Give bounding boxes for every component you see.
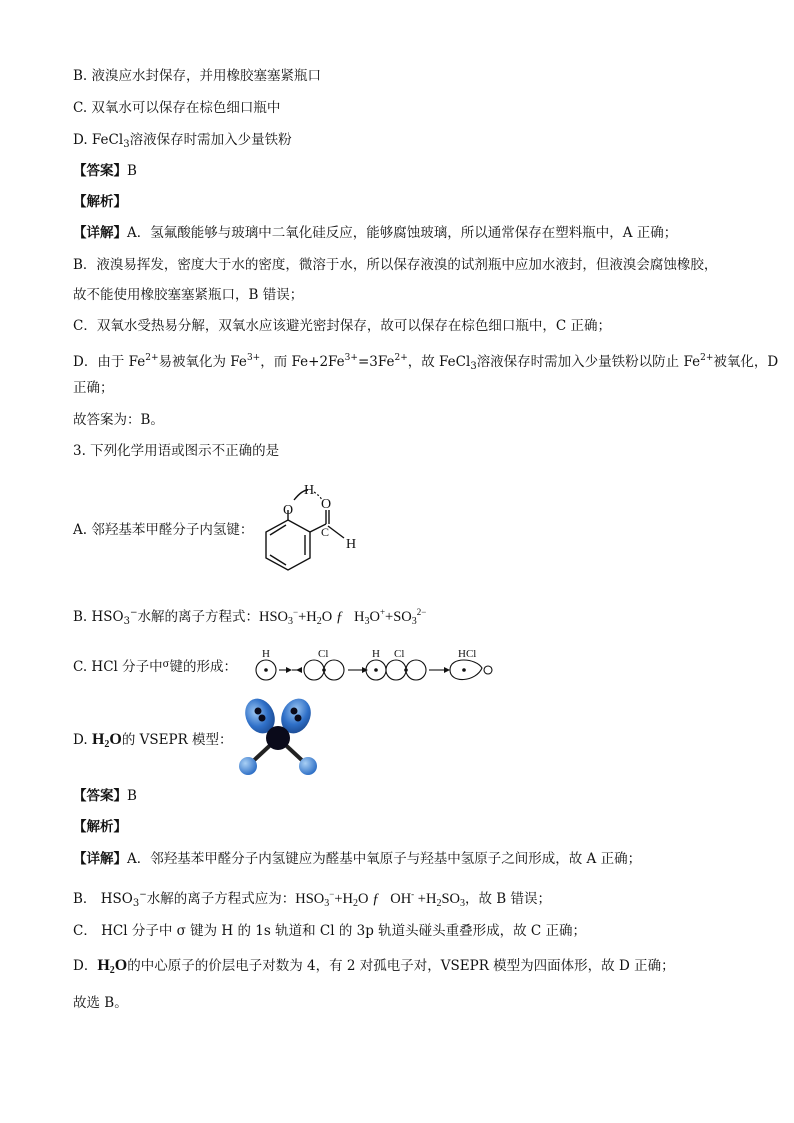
detb-pre-sup: − — [139, 890, 147, 900]
molecule-hcl-label: HCl — [458, 648, 477, 660]
q2-option-d — [73, 130, 292, 155]
eq-sub2: 2 — [316, 616, 322, 627]
optd-formula — [92, 731, 122, 748]
eq-arrow: ƒ — [335, 609, 344, 625]
q2-option-c: C. 双氧水可以保存在棕色细口瓶中 — [73, 100, 281, 116]
detb-equation — [295, 891, 465, 907]
atom-o1: O — [283, 503, 294, 518]
dq-sub2: 2 — [352, 898, 358, 909]
detd-sub: 2 — [109, 965, 115, 976]
eq-c: O — [321, 609, 333, 625]
detd-h: H — [97, 957, 110, 974]
dq-arrow: ƒ — [372, 891, 380, 907]
hcl-sigma-bond-diagram — [252, 646, 498, 686]
q2-answer — [73, 161, 137, 181]
optb-label2: 水解的离子方程式： — [137, 609, 260, 625]
d1-sub-e: 3 — [470, 361, 477, 372]
eq-sup-minus: − — [293, 607, 299, 617]
detd-pre: D． — [73, 958, 98, 974]
optc-label2: 键的形成： — [169, 659, 237, 675]
q3-option-c-label — [73, 655, 237, 677]
q2-detail-b2: 故不能使用橡胶塞塞紧瓶口，B 错误； — [73, 287, 304, 303]
atom-h2: H — [346, 537, 357, 552]
q2-detail-d1 — [73, 348, 778, 377]
answer-tag: 【答案】 — [73, 163, 127, 179]
dq-d: OH — [390, 891, 412, 907]
atom-o2: O — [321, 497, 332, 512]
q2-option-d-pre: D. FeCl — [73, 132, 124, 148]
detb-pre-sub: 3 — [132, 898, 140, 909]
optb-label: B. HSO — [73, 609, 124, 625]
optd-post: 的 VSEPR 模型： — [121, 732, 233, 748]
detail-tag: 【详解】 — [73, 851, 127, 867]
d1-g: 被氧化，D — [713, 354, 779, 370]
q3-detail-c: C． HCl 分子中 σ 键为 H 的 1s 轨道和 Cl 的 3p 轨道头碰头重叠形成，故 C 正确； — [73, 923, 587, 939]
dq-e: +H — [417, 891, 437, 907]
detd-formula — [97, 957, 127, 974]
q3-option-b — [73, 602, 426, 632]
d1-d: =3Fe — [357, 354, 395, 370]
q2-analysis-tag: 【解析】 — [73, 194, 127, 210]
q3-stem: 3. 下列化学用语或图示不正确的是 — [73, 443, 280, 459]
eq-d: H — [354, 609, 365, 625]
answer-value: B — [127, 788, 137, 804]
d1-sup-c: 3+ — [344, 353, 358, 363]
d1-b: 易被氧化为 Fe — [158, 354, 247, 370]
dq-sub2b: 2 — [436, 898, 442, 909]
atom-cl2-label: Cl — [394, 648, 405, 660]
detail-tag: 【详解】 — [73, 225, 127, 241]
detail-a-text: A．邻羟基苯甲醛分子内氢键应为醛基中氧原子与羟基中氢原子之间形成，故 A 正确； — [127, 851, 642, 867]
detail-a-text: A．氢氟酸能够与玻璃中二氧化硅反应，能够腐蚀玻璃，所以通常保存在塑料瓶中，A 正确； — [127, 225, 678, 241]
detb-mid: 水解的离子方程式应为： — [146, 891, 296, 907]
q3-answer — [73, 786, 137, 806]
eq-sup-2minus: 2− — [416, 607, 427, 617]
atom-h1: H — [304, 483, 315, 498]
q2-option-d-post: 溶液保存时需加入少量铁粉 — [129, 132, 292, 148]
detb-pre: B． HSO — [73, 891, 133, 907]
q3-detail-b — [73, 884, 551, 914]
dq-c: O — [357, 891, 369, 907]
eq-a: HSO — [259, 609, 289, 625]
q3-option-d-label — [73, 730, 233, 755]
dq-f: SO — [441, 891, 460, 907]
detd-o: O — [114, 957, 128, 974]
detd-post: 的中心原子的价层电子对数为 4，有 2 对孤电子对，VSEPR 模型为四面体形，故 D 正确； — [127, 958, 675, 974]
optd-h: H — [91, 731, 105, 748]
eq-sub3c: 3 — [411, 616, 417, 627]
q3-detail-d — [73, 956, 675, 981]
eq-e: O — [369, 609, 380, 625]
dq-dash: - — [411, 889, 415, 899]
dq-a: HSO — [295, 891, 325, 907]
optd-sub: 2 — [104, 739, 110, 750]
q3-analysis-tag: 【解析】 — [73, 819, 127, 835]
dq-minus: − — [329, 889, 335, 899]
dq-b: +H — [334, 891, 353, 907]
d1-a: D．由于 Fe — [73, 354, 146, 370]
eq-f: +SO — [385, 609, 412, 625]
d1-sup-b: 3+ — [246, 353, 261, 363]
optd-pre: D. — [73, 732, 92, 748]
answer-tag: 【答案】 — [73, 788, 127, 804]
dq-sub3: 3 — [324, 898, 330, 909]
q3-conclusion: 故选 B。 — [73, 995, 128, 1011]
d1-sup-f: 2+ — [700, 353, 714, 363]
q3-detail-a — [73, 849, 641, 869]
optb-label-sup: − — [129, 608, 138, 618]
optd-o: O — [109, 731, 122, 748]
q2-option-b: B. 液溴应水封保存，并用橡胶塞塞紧瓶口 — [73, 68, 322, 84]
q2-conclusion: 故答案为：B。 — [73, 412, 164, 428]
eq-b: +H — [298, 609, 317, 625]
atom-h2-label: H — [372, 648, 380, 660]
optc-label: C. HCl 分子中 — [73, 659, 163, 675]
salicylaldehyde-structure — [258, 478, 368, 582]
d1-sup-d: 2+ — [394, 353, 408, 363]
d1-sup-a: 2+ — [145, 353, 159, 363]
q2-option-d-sub: 3 — [123, 139, 130, 150]
eq-sub3b: 3 — [364, 616, 370, 627]
detb-post: ，故 B 错误； — [465, 891, 552, 907]
optc-sigma: σ — [162, 659, 170, 670]
answer-value: B — [127, 163, 137, 179]
eq-sub3: 3 — [288, 616, 294, 627]
h2o-vsepr-model — [234, 696, 324, 780]
q2-detail-a — [73, 223, 677, 243]
eq-sup-plus: + — [379, 607, 386, 617]
q3-option-a-label: A. 邻羟基苯甲醛分子内氢键： — [73, 522, 254, 538]
d1-f: 溶液保存时需加入少量铁粉以防止 Fe — [476, 354, 701, 370]
q2-detail-b1: B．液溴易挥发，密度大于水的密度，微溶于水，所以保存液溴的试剂瓶中应加水液封，但液溴会腐蚀橡胶， — [73, 257, 718, 273]
atom-c: C — [321, 525, 330, 539]
atom-h-label: H — [262, 648, 270, 660]
d1-c: ，而 Fe+2Fe — [260, 354, 345, 370]
optb-label-sub: 3 — [123, 616, 130, 627]
q2-detail-c: C．双氧水受热易分解，双氧水应该避光密封保存，故可以保存在棕色细口瓶中，C 正确； — [73, 318, 611, 334]
q2-detail-d2: 正确； — [73, 380, 114, 396]
atom-cl-label: Cl — [318, 648, 329, 660]
optb-equation — [259, 609, 426, 625]
dq-sub3b: 3 — [460, 898, 465, 909]
d1-e: ，故 FeCl — [407, 354, 471, 370]
